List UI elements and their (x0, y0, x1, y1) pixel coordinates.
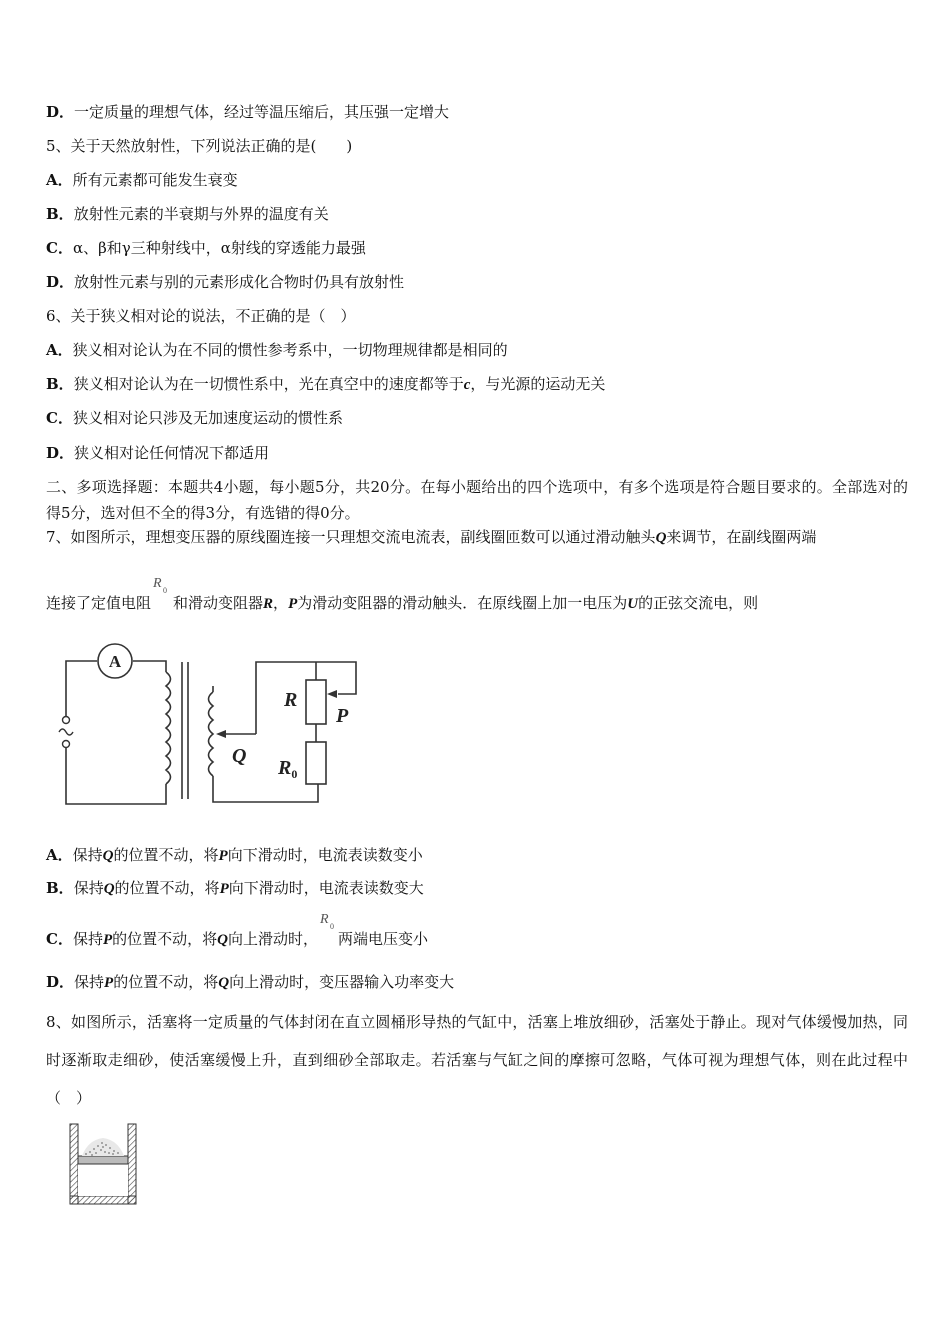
gas-region (78, 1164, 128, 1196)
q7-option-a (46, 845, 423, 866)
q8-stem: 8、如图所示，活塞将一定质量的气体封闭在直立圆桶形导热的气缸中，活塞上堆放细砂，活塞处于静止。现对气体缓慢加热，同时逐渐取走细砂，使活塞缓慢上升，直到细砂全部取走。若活塞与气缸之间的摩擦可忽略，气体可视为理想气体，则在此过程中（ ） (46, 1013, 908, 1107)
ammeter-label: A (108, 652, 122, 671)
q6-stem (46, 306, 356, 326)
option-label: D． (46, 103, 75, 121)
variable: Q (102, 848, 114, 864)
cylinder-bottom (70, 1196, 136, 1204)
option-text: 保持 (72, 930, 103, 948)
option-text: 一定质量的理想气体，经过等温压缩后，其压强一定增大 (74, 103, 450, 121)
q4-option-d (46, 102, 449, 122)
option-label: B． (46, 205, 74, 223)
r0-letter: R (320, 912, 329, 927)
cylinder-right-wall (128, 1124, 136, 1204)
option-text: 两端电压变小 (338, 930, 429, 948)
stem-text: 为滑动变阻器的滑动触头．在原线圈上加一电压为 (297, 594, 628, 612)
piston (78, 1156, 128, 1164)
option-label: C． (46, 239, 73, 257)
option-text: 向上滑动时，变压器输入功率变大 (229, 973, 455, 991)
stem-text: 来调节，在副线圈两端 (666, 528, 817, 546)
option-label: D． (46, 444, 75, 462)
option-text: 狭义相对论只涉及无加速度运动的惯性系 (72, 409, 343, 427)
transformer-circuit-figure (46, 634, 376, 814)
ac-terminal-top (63, 717, 70, 724)
option-text: 狭义相对论任何情况下都适用 (74, 444, 270, 462)
option-label: A． (46, 171, 73, 189)
option-label: C． (46, 409, 73, 427)
primary-wire-top (66, 661, 97, 716)
primary-coil (166, 672, 171, 784)
option-label: A． (46, 846, 73, 864)
p-slider-arrow (327, 690, 337, 698)
r0-subscript: 0 (330, 922, 335, 931)
q5-option-a (46, 170, 238, 190)
label-r0-letter: R (278, 757, 292, 779)
primary-wire-bottom (66, 746, 166, 804)
option-text: 保持 (72, 846, 103, 864)
option-text: 狭义相对论认为在不同的惯性参考系中，一切物理规律都是相同的 (72, 341, 508, 359)
q5-stem (46, 136, 352, 156)
variable-u: U (627, 596, 639, 612)
option-text: 保持 (73, 879, 104, 897)
option-label: B． (46, 879, 74, 897)
q6-option-b (46, 374, 605, 395)
option-text: 的位置不动，将 (112, 930, 218, 948)
option-label: D． (46, 973, 75, 991)
q7-option-b (46, 878, 424, 899)
q5-option-c (46, 238, 366, 258)
variable: P (218, 848, 228, 864)
ac-source-icon (59, 729, 73, 735)
option-text: α、β和γ三种射线中，α射线的穿透能力最强 (72, 239, 366, 257)
option-text: 所有元素都可能发生衰变 (72, 171, 238, 189)
secondary-coil (209, 692, 214, 776)
option-text: 狭义相对论认为在一切惯性系中，光在真空中的速度都等于 (73, 375, 464, 393)
option-text: 的位置不动，将 (113, 973, 219, 991)
r0-symbol (318, 912, 338, 946)
option-label: A． (46, 341, 73, 359)
variable-r: R (263, 596, 274, 612)
r0-subscript: 0 (163, 586, 168, 595)
option-label: C． (46, 930, 73, 948)
option-text: 的位置不动，将 (113, 846, 219, 864)
q6-option-a (46, 340, 508, 360)
stem-text: 的正弦交流电，则 (638, 594, 759, 612)
gas-cylinder-figure (68, 1122, 140, 1208)
label-r0 (277, 757, 297, 781)
option-text: 向上滑动时， (228, 930, 319, 948)
variable: Q (218, 975, 230, 991)
q7-option-c (46, 912, 429, 950)
stem-text: 连接了定值电阻 (46, 594, 152, 612)
q5-option-b (46, 204, 329, 224)
option-text: 向下滑动时，电流表读数变小 (227, 846, 423, 864)
q-slider-arrow (216, 730, 226, 738)
variable-p: P (288, 596, 298, 612)
option-label: B． (46, 375, 74, 393)
option-text: 的位置不动，将 (114, 879, 220, 897)
resistor-r (306, 680, 326, 724)
stem-text: 7、如图所示，理想变压器的原线圈连接一只理想交流电流表，副线圈匝数可以通过滑动触头 (46, 528, 656, 546)
option-text: 放射性元素与别的元素形成化合物时仍具有放射性 (74, 273, 405, 291)
variable: P (102, 932, 113, 948)
r0-symbol (151, 576, 173, 610)
option-text-tail: ，与光源的运动无关 (470, 375, 606, 393)
section-2-heading: 二、多项选择题：本题共4小题，每小题5分，共20分。在每小题给出的四个选项中，有多个选项是符合题目要求的。全部选对的得5分，选对但不全的得3分，有选错的得0分。 (46, 478, 908, 522)
option-text: 放射性元素的半衰期与外界的温度有关 (73, 205, 329, 223)
q6-option-d (46, 443, 269, 463)
variable: Q (103, 881, 115, 897)
q6-option-c (46, 408, 343, 428)
label-p: P (336, 705, 349, 727)
label-r0-subscript: 0 (291, 767, 298, 781)
option-label: D． (46, 273, 75, 291)
option-text: 向下滑动时，电流表读数变大 (228, 879, 424, 897)
resistor-r0 (306, 742, 326, 784)
option-text: 保持 (74, 973, 105, 991)
variable: Q (217, 932, 228, 948)
variable: P (104, 975, 114, 991)
q7-stem-line2 (46, 576, 759, 614)
variable-c: c (463, 377, 471, 393)
question-stem: 6、关于狭义相对论的说法，不正确的是（ ） (46, 307, 356, 325)
variable: P (219, 881, 229, 897)
stem-text: ， (273, 594, 289, 612)
top-junction-wire (316, 662, 356, 694)
label-q: Q (232, 745, 247, 767)
q5-option-d (46, 272, 404, 292)
variable-q: Q (655, 530, 667, 546)
question-stem: 5、关于天然放射性，下列说法正确的是( ) (46, 137, 353, 155)
ac-terminal-bottom (63, 741, 70, 748)
secondary-wire-bottom (213, 776, 318, 802)
q7-stem-line1 (46, 527, 816, 548)
cylinder-left-wall (70, 1124, 78, 1204)
q7-option-d (46, 972, 454, 993)
primary-wire-right (133, 661, 166, 672)
label-r: R (284, 689, 298, 711)
r0-letter: R (153, 576, 162, 591)
stem-text: 和滑动变阻器 (173, 594, 264, 612)
